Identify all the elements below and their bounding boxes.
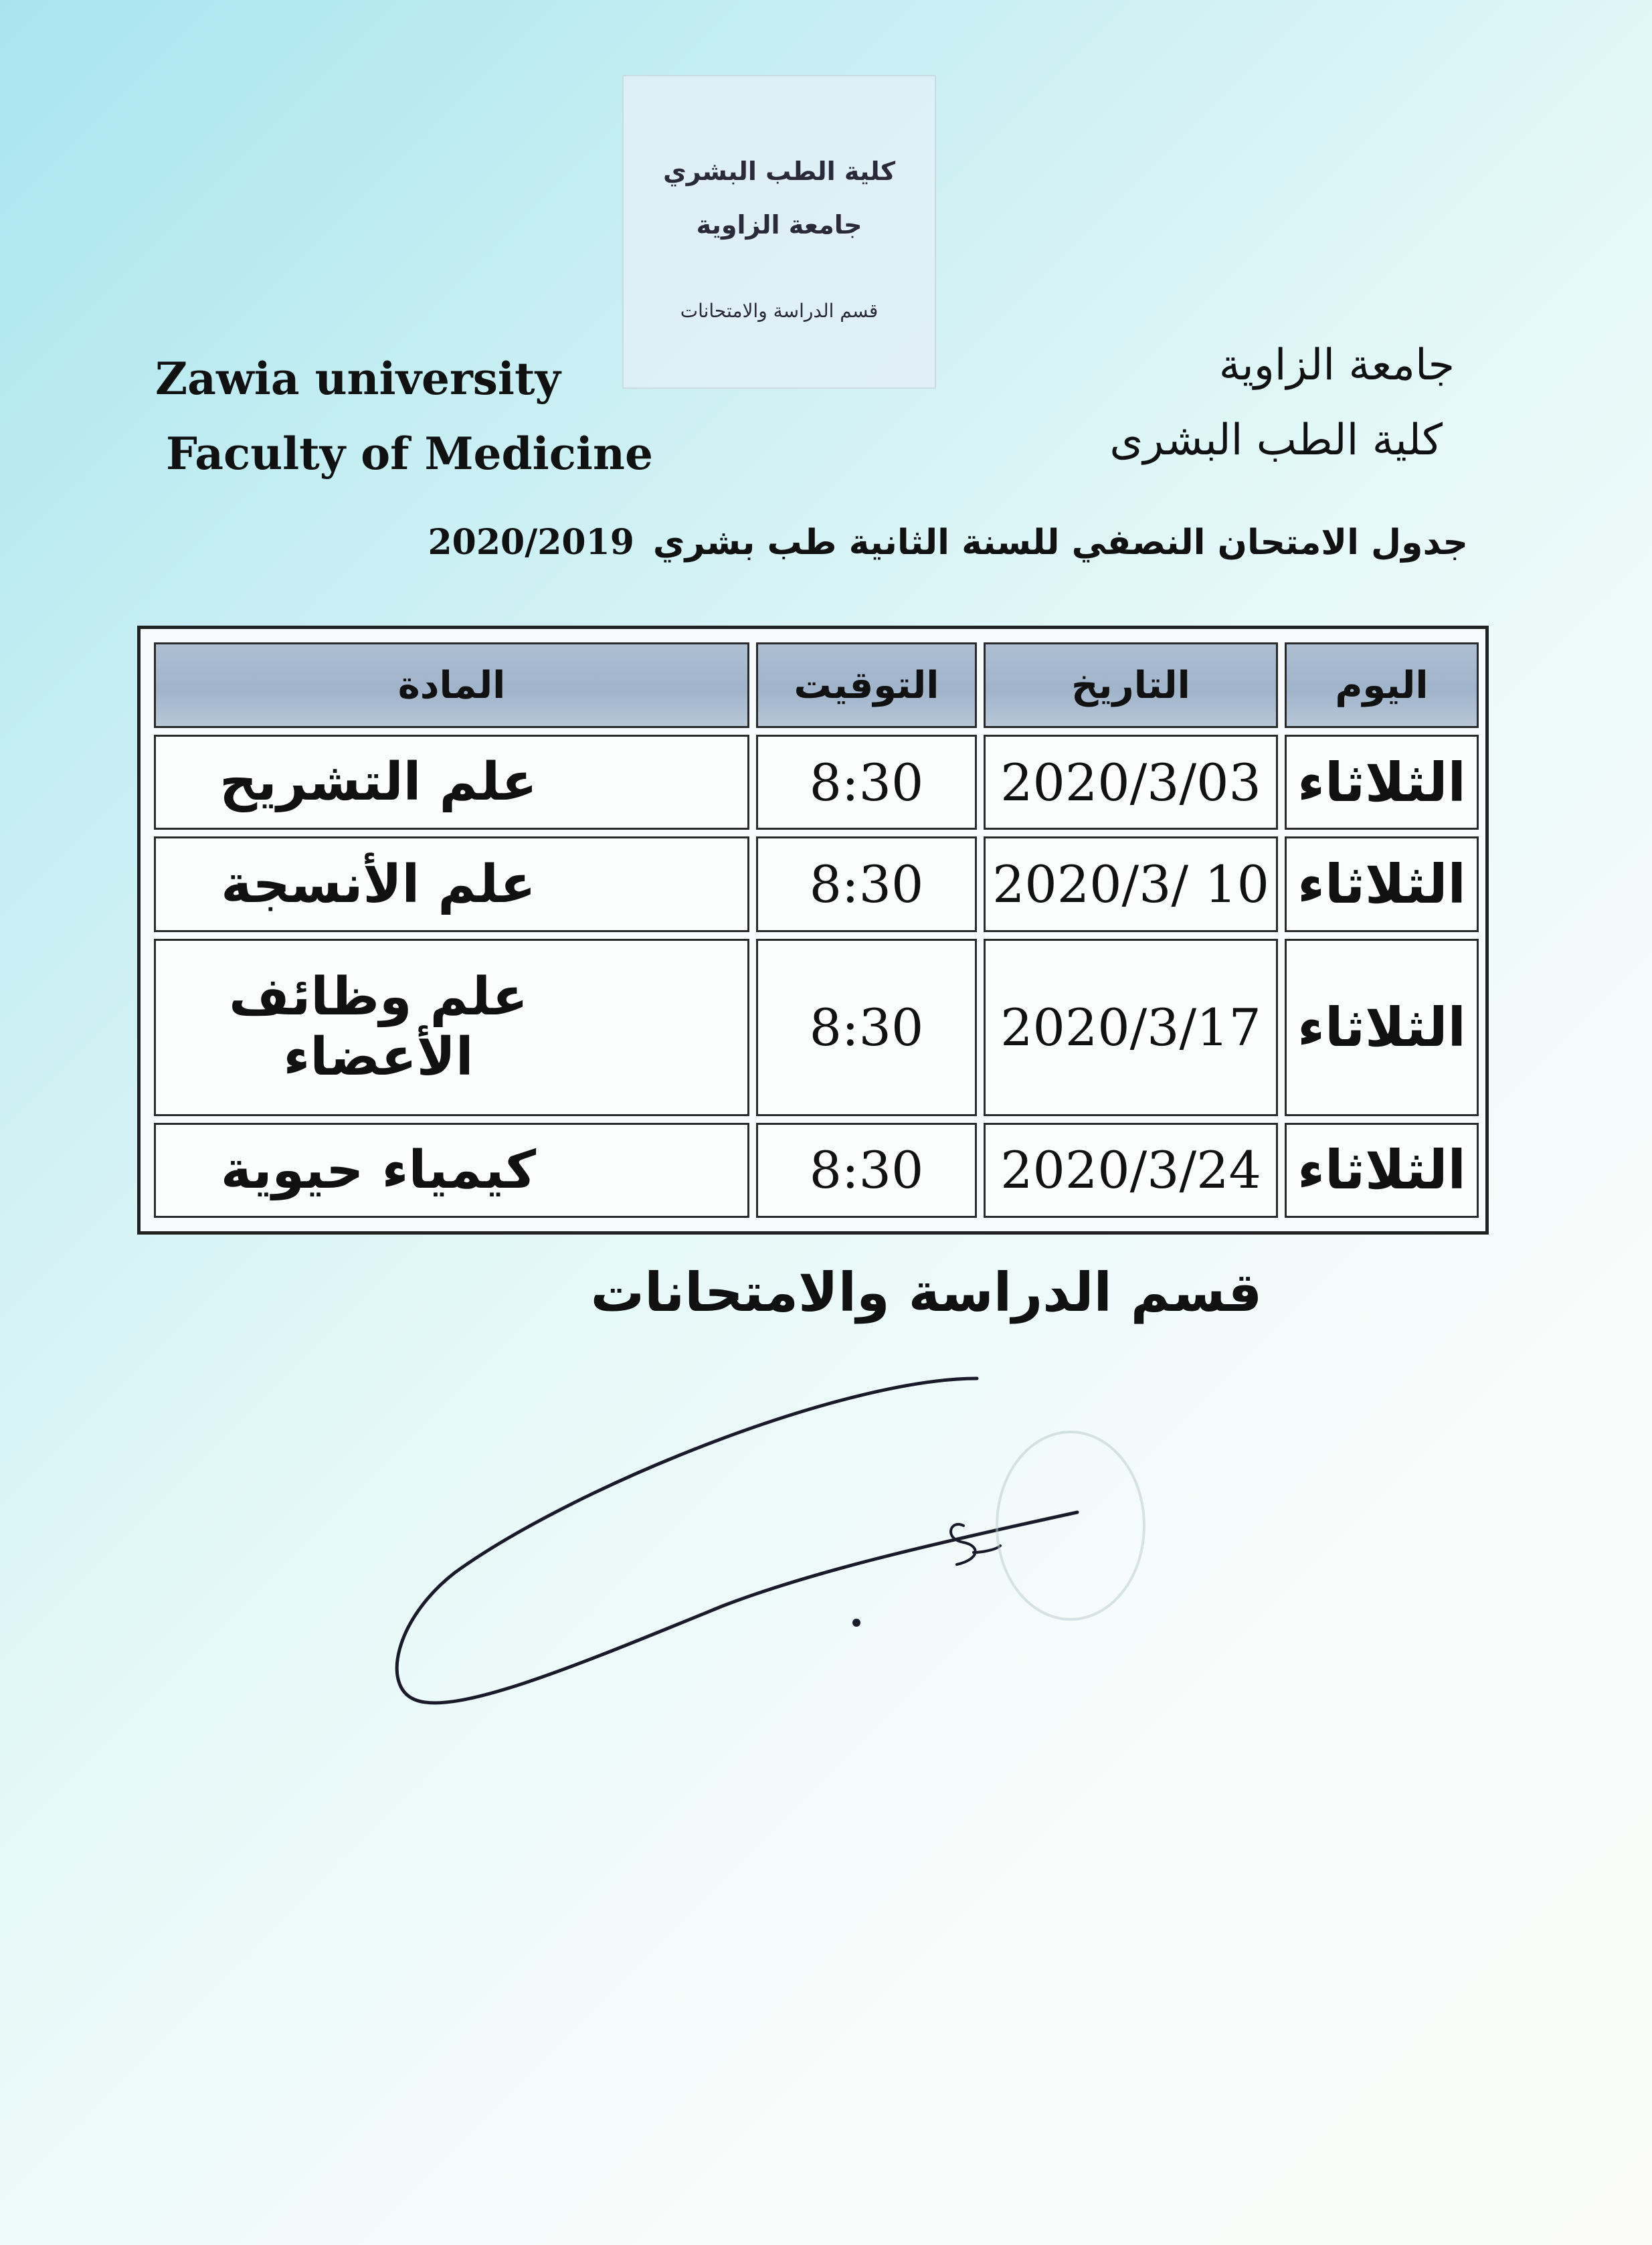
- cell-subject: كيمياء حيوية: [154, 1123, 749, 1218]
- cell-date: 2020/3/17: [984, 939, 1278, 1116]
- title-year: 2020/2019: [428, 522, 634, 563]
- university-name-en: Zawia university: [155, 353, 561, 405]
- faculty-name-en: Faculty of Medicine: [166, 428, 653, 480]
- header-subject: المادة: [154, 642, 749, 728]
- title-text: جدول الامتحان النصفي للسنة الثانية طب بشري: [652, 523, 1468, 563]
- header-date: التاريخ: [984, 642, 1278, 728]
- exam-schedule-table: [137, 626, 1489, 1235]
- cell-time: 8:30: [756, 1123, 977, 1218]
- cell-time: 8:30: [756, 836, 977, 931]
- table-row: [154, 1123, 1479, 1218]
- cell-subject: علم وظائف الأعضاء: [154, 939, 749, 1116]
- stamp-faculty-name: كلية الطب البشري: [662, 157, 896, 186]
- signature-stroke: [397, 1378, 1077, 1703]
- department-signoff: قسم الدراسة والامتحانات: [590, 1261, 1263, 1324]
- faculty-stamp: [622, 75, 936, 389]
- schedule-grid: [147, 636, 1485, 1225]
- cell-date: 2020/3/ 10: [984, 836, 1278, 931]
- cell-day: الثلاثاء: [1285, 836, 1479, 931]
- university-name-ar: جامعة الزاوية: [1218, 341, 1455, 390]
- table-row: [154, 939, 1479, 1116]
- signature-dot: [852, 1619, 860, 1627]
- table-header-row: [154, 642, 1479, 728]
- table-row: [154, 836, 1479, 931]
- document-title: [428, 522, 1468, 563]
- header-arabic: [1109, 328, 1455, 478]
- cell-day: الثلاثاء: [1285, 735, 1479, 830]
- header-day: اليوم: [1285, 642, 1479, 728]
- cell-time: 8:30: [756, 735, 977, 830]
- cell-day: الثلاثاء: [1285, 1123, 1479, 1218]
- header-time: التوقيت: [756, 642, 977, 728]
- stamp-department-name: قسم الدراسة والامتحانات: [680, 300, 879, 322]
- cell-subject: علم التشريح: [154, 735, 749, 830]
- cell-subject: علم الأنسجة: [154, 836, 749, 931]
- stamp-university-name: جامعة الزاوية: [696, 210, 862, 240]
- faculty-name-ar: كلية الطب البشرى: [1109, 416, 1443, 465]
- signature-graphic: [375, 1352, 1164, 1767]
- cell-date: 2020/3/24: [984, 1123, 1278, 1218]
- cell-day: الثلاثاء: [1285, 939, 1479, 1116]
- cell-time: 8:30: [756, 939, 977, 1116]
- header-english: [155, 341, 653, 491]
- table-row: [154, 735, 1479, 830]
- cell-date: 2020/3/03: [984, 735, 1278, 830]
